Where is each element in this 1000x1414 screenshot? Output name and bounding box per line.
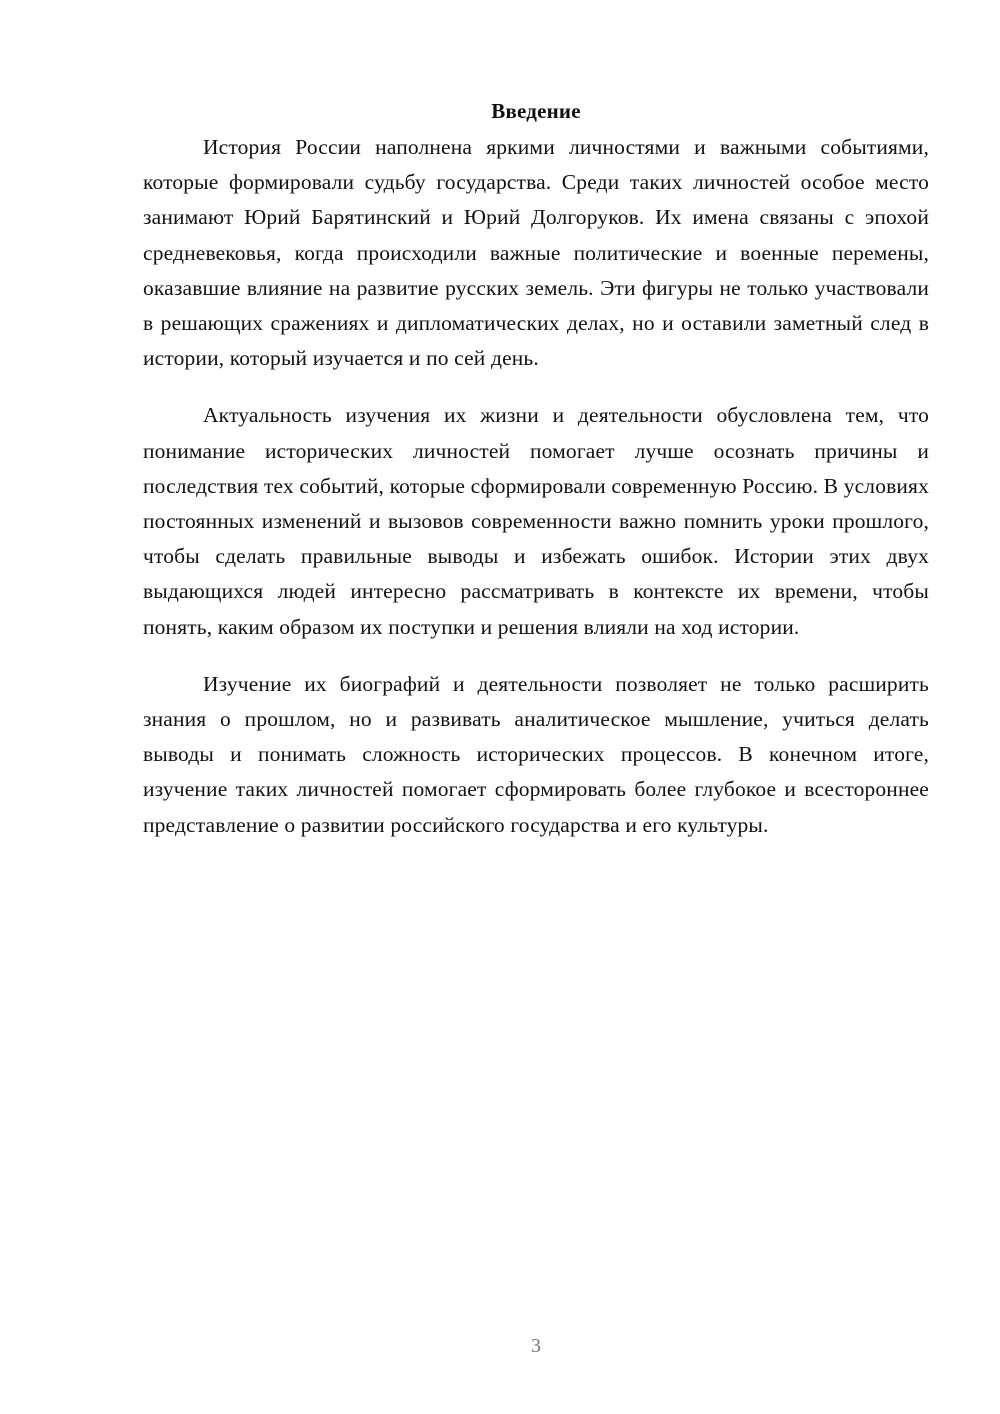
paragraph-3: Изучение их биографий и деятельности позволяет не только расширить знания о прошлом, но и развивать аналитическое мышление, учиться делать выводы и понимать сложность исторических процессов. В конечном итоге, изучение таких личностей помогает сформировать более глубокое и всестороннее представление о развитии российского государства и его культуры. bbox=[143, 671, 929, 837]
section-heading: Введение bbox=[491, 99, 581, 123]
page-content bbox=[143, 96, 929, 865]
page-number: 3 bbox=[531, 1335, 541, 1357]
paragraph-1: История России наполнена яркими личностями и важными событиями, которые формировали судьбу государства. Среди таких личностей особое место занимают Юрий Барятинский и Юрий Долгоруков. Их имена связаны с эпохой средневековья, когда происходили важные политические и военные перемены, оказавшие влияние на развитие русских земель. Эти фигуры не только участвовали в решающих сражениях и дипломатических делах, но и оставили заметный след в истории, который изучается и по сей день. bbox=[143, 135, 929, 371]
paragraph-2: Актуальность изучения их жизни и деятельности обусловлена тем, что понимание исторических личностей помогает лучше осознать причины и последствия тех событий, которые сформировали современную Россию. В условиях постоянных изменений и вызовов современности важно помнить уроки прошлого, чтобы сделать правильные выводы и избежать ошибок. Истории этих двух выдающихся людей интересно рассматривать в контексте их времени, чтобы понять, каким образом их поступки и решения влияли на ход истории. bbox=[143, 403, 929, 639]
